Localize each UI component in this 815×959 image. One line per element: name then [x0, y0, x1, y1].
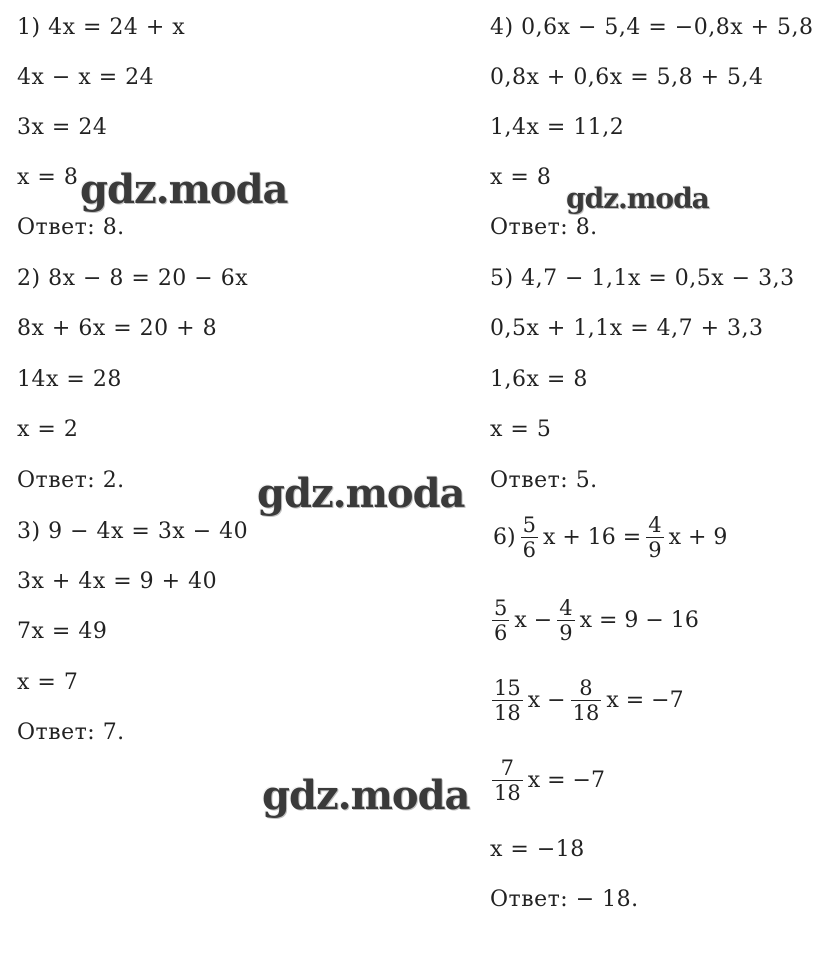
left-line-13: x = 7 [17, 670, 79, 695]
left-line-8: x = 2 [17, 417, 79, 442]
fraction: $\frac{4}{9}$ [559, 596, 573, 645]
right-line-5: 5) 4,7 − 1,1x = 0,5x − 3,3 [490, 266, 795, 291]
left-line-7: 14x = 28 [17, 367, 122, 392]
equation-6-step-1: $\frac{5}{6}$ x − $\frac{4}{9}$ x = 9 − 16 [494, 596, 699, 645]
watermark-4: gdz.moda [262, 772, 470, 819]
right-line-1: 0,8x + 0,6x = 5,8 + 5,4 [490, 65, 764, 90]
right-line-2: 1,4x = 11,2 [490, 115, 625, 140]
left-line-10: 3) 9 − 4x = 3x − 40 [17, 519, 249, 544]
watermark-3: gdz.moda [257, 470, 465, 517]
fraction: $\frac{7}{18}$ [494, 756, 521, 805]
left-line-6: 8x + 6x = 20 + 8 [17, 316, 218, 341]
fraction: $\frac{8}{18}$ [572, 676, 600, 725]
fraction: $\frac{5}{6}$ [522, 513, 536, 562]
left-line-3: x = 8 [17, 165, 79, 190]
watermark-1: gdz.moda [80, 166, 288, 213]
right-line-0: 4) 0,6x − 5,4 = −0,8x + 5,8 [490, 15, 814, 40]
left-line-0: 1) 4x = 24 + x [17, 15, 186, 40]
equation-6: 6) $\frac{5}{6}$ x + 16 = $\frac{4}{9}$ x + 9 [493, 513, 728, 562]
left-line-11: 3x + 4x = 9 + 40 [17, 569, 218, 594]
fraction: $\frac{15}{18}$ [494, 676, 521, 725]
right-line-8: x = 5 [490, 417, 552, 442]
right-line-7: 1,6x = 8 [490, 367, 588, 392]
fraction: $\frac{5}{6}$ [494, 596, 508, 645]
left-line-4: Ответ: 8. [17, 215, 125, 240]
equation-6-step-3: $\frac{7}{18}$ x = −7 [494, 756, 605, 805]
left-line-1: 4x − x = 24 [17, 65, 155, 90]
left-line-12: 7x = 49 [17, 619, 108, 644]
right-line-4: Ответ: 8. [490, 215, 598, 240]
right-line-3: x = 8 [490, 165, 552, 190]
right-line-6: 0,5x + 1,1x = 4,7 + 3,3 [490, 316, 764, 341]
right-line-9: Ответ: 5. [490, 468, 598, 493]
right-line-10: x = −18 [490, 837, 585, 862]
equation-6-step-2: $\frac{15}{18}$ x − $\frac{8}{18}$ x = −7 [494, 676, 684, 725]
left-line-2: 3x = 24 [17, 115, 108, 140]
eq6-prefix: 6) [493, 525, 516, 550]
left-line-9: Ответ: 2. [17, 468, 125, 493]
fraction: $\frac{4}{9}$ [648, 513, 662, 562]
right-line-11: Ответ: − 18. [490, 887, 639, 912]
left-line-14: Ответ: 7. [17, 720, 125, 745]
watermark-2: gdz.moda [566, 182, 709, 215]
left-line-5: 2) 8x − 8 = 20 − 6x [17, 266, 249, 291]
